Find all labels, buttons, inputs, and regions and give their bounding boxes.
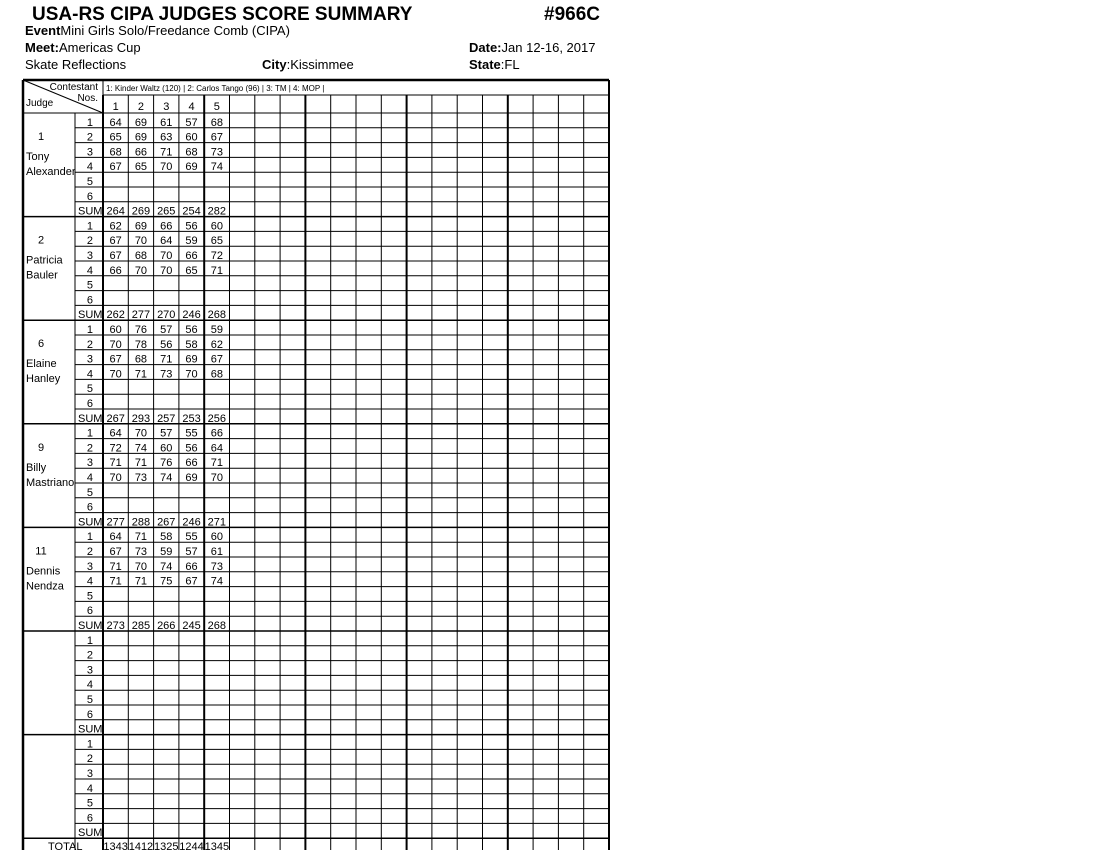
score-cell: 70 bbox=[134, 264, 148, 277]
sum-label: SUM bbox=[78, 309, 103, 322]
sum-cell: 267 bbox=[106, 412, 125, 425]
contestant-number: 2 bbox=[137, 101, 145, 113]
judge-first-name: Dennis bbox=[26, 565, 61, 578]
score-cell: 59 bbox=[185, 235, 198, 248]
judge-first-name: Patricia bbox=[26, 254, 63, 267]
score-cell: 64 bbox=[109, 531, 122, 544]
score-cell: 67 bbox=[185, 575, 198, 588]
score-cell: 71 bbox=[134, 531, 148, 544]
sum-label: SUM bbox=[78, 205, 103, 218]
score-cell: 74 bbox=[160, 560, 173, 573]
sum-cell: 282 bbox=[207, 205, 227, 218]
row-number: 1 bbox=[86, 531, 93, 544]
total-cell: 1325 bbox=[154, 841, 179, 850]
row-number: 6 bbox=[86, 398, 93, 410]
row-number: 6 bbox=[86, 812, 93, 825]
sum-cell: 268 bbox=[207, 620, 227, 632]
score-cell: 60 bbox=[210, 531, 223, 544]
row-number: 2 bbox=[86, 546, 93, 558]
score-cell: 60 bbox=[160, 442, 173, 455]
score-cell: 67 bbox=[109, 546, 122, 558]
score-cell: 70 bbox=[160, 161, 173, 174]
judge-last-name: Mastriano bbox=[26, 476, 75, 489]
row-number: 6 bbox=[86, 294, 93, 307]
score-cell: 58 bbox=[160, 531, 173, 544]
score-cell: 71 bbox=[109, 560, 122, 573]
score-cell: 71 bbox=[134, 575, 148, 588]
row-number: 5 bbox=[86, 694, 93, 706]
sum-cell: 262 bbox=[106, 309, 125, 322]
sum-cell: 253 bbox=[182, 412, 201, 425]
score-cell: 59 bbox=[210, 324, 223, 336]
score-cell: 75 bbox=[160, 575, 173, 588]
score-cell: 78 bbox=[134, 338, 148, 351]
date-label: Date: bbox=[469, 40, 502, 55]
contestant-number: 1 bbox=[112, 101, 119, 113]
judge-label: Judge bbox=[26, 98, 54, 109]
score-cell: 70 bbox=[109, 338, 122, 351]
score-cell: 70 bbox=[109, 368, 122, 381]
state-value: FL bbox=[504, 57, 520, 72]
event-number: #966C bbox=[544, 4, 600, 25]
score-cell: 71 bbox=[210, 457, 223, 470]
score-cell: 69 bbox=[185, 472, 198, 484]
contestant-number: 5 bbox=[213, 101, 220, 113]
score-cell: 68 bbox=[134, 353, 148, 366]
row-number: 3 bbox=[86, 664, 93, 677]
score-cell: 69 bbox=[185, 353, 198, 366]
judge-first-name: Elaine bbox=[26, 358, 57, 371]
judge-first-name: Billy bbox=[26, 461, 47, 474]
score-cell: 70 bbox=[160, 250, 173, 262]
row-number: 5 bbox=[86, 176, 93, 188]
score-cell: 69 bbox=[134, 131, 148, 144]
club-name: Skate Reflections bbox=[25, 57, 127, 72]
score-cell: 71 bbox=[109, 457, 122, 470]
score-cell: 64 bbox=[210, 442, 223, 455]
score-cell: 64 bbox=[160, 235, 173, 248]
row-number: 6 bbox=[86, 501, 93, 514]
row-number: 1 bbox=[86, 427, 93, 440]
sum-cell: 273 bbox=[106, 620, 125, 632]
row-number: 5 bbox=[86, 590, 93, 603]
score-cell: 65 bbox=[134, 161, 148, 174]
score-cell: 66 bbox=[109, 264, 122, 277]
score-cell: 69 bbox=[185, 161, 198, 174]
score-cell: 60 bbox=[109, 324, 122, 336]
state-line: State:FL bbox=[469, 57, 520, 72]
row-number: 1 bbox=[86, 220, 93, 233]
sum-label: SUM bbox=[78, 723, 103, 736]
score-cell: 57 bbox=[185, 116, 198, 129]
row-number: 1 bbox=[86, 324, 93, 336]
score-cell: 68 bbox=[210, 368, 223, 381]
score-cell: 64 bbox=[109, 427, 122, 440]
total-cell: 1343 bbox=[103, 841, 128, 850]
score-cell: 57 bbox=[185, 546, 198, 558]
sum-cell: 265 bbox=[157, 205, 176, 218]
date-value: Jan 12-16, 2017 bbox=[501, 40, 596, 55]
sum-cell: 270 bbox=[157, 309, 176, 322]
score-cell: 61 bbox=[210, 546, 223, 558]
score-cell: 76 bbox=[134, 324, 148, 336]
row-number: 2 bbox=[86, 235, 93, 248]
score-cell: 72 bbox=[109, 442, 122, 455]
score-cell: 65 bbox=[210, 235, 223, 248]
score-cell: 67 bbox=[109, 161, 122, 174]
score-cell: 71 bbox=[160, 146, 173, 159]
row-number: 3 bbox=[86, 457, 93, 470]
score-cell: 73 bbox=[210, 146, 223, 159]
total-cell: 1412 bbox=[128, 841, 154, 850]
row-number: 4 bbox=[86, 782, 93, 795]
nos-label: Nos. bbox=[77, 93, 98, 104]
row-number: 6 bbox=[86, 190, 93, 203]
state-label: State bbox=[469, 57, 501, 72]
row-number: 4 bbox=[86, 368, 93, 381]
city-label: City bbox=[262, 57, 287, 72]
sum-cell: 277 bbox=[131, 309, 151, 322]
sum-label: SUM bbox=[78, 827, 103, 840]
score-cell: 66 bbox=[185, 250, 198, 262]
judge-last-name: Nendza bbox=[26, 580, 64, 593]
row-number: 4 bbox=[86, 679, 93, 692]
score-cell: 70 bbox=[134, 560, 148, 573]
event-label: Event bbox=[25, 23, 61, 38]
judge-number: 2 bbox=[37, 234, 45, 247]
score-cell: 70 bbox=[160, 264, 173, 277]
row-number: 4 bbox=[86, 264, 93, 277]
row-number: 3 bbox=[86, 250, 93, 262]
score-cell: 66 bbox=[160, 220, 173, 233]
sum-cell: 285 bbox=[131, 620, 151, 632]
row-number: 5 bbox=[86, 486, 93, 499]
score-cell: 60 bbox=[185, 131, 198, 144]
sum-cell: 266 bbox=[157, 620, 176, 632]
score-cell: 56 bbox=[185, 324, 198, 336]
score-cell: 70 bbox=[109, 472, 122, 484]
row-number: 1 bbox=[86, 634, 93, 647]
meet-value: Americas Cup bbox=[58, 40, 141, 55]
row-number: 3 bbox=[86, 146, 93, 159]
judge-last-name: Bauler bbox=[26, 269, 58, 282]
city-value: Kissimmee bbox=[290, 57, 354, 72]
score-cell: 74 bbox=[134, 442, 148, 455]
score-cell: 67 bbox=[109, 353, 122, 366]
sum-cell: 267 bbox=[157, 516, 176, 529]
score-cell: 66 bbox=[134, 146, 148, 159]
score-cell: 56 bbox=[185, 442, 198, 455]
score-cell: 67 bbox=[109, 250, 122, 262]
score-cell: 61 bbox=[160, 116, 173, 129]
total-label: TOTAL bbox=[48, 841, 83, 850]
judge-last-name: Hanley bbox=[26, 373, 61, 386]
sum-cell: 268 bbox=[207, 309, 227, 322]
row-number: 2 bbox=[86, 338, 93, 351]
row-number: 4 bbox=[86, 161, 93, 174]
score-cell: 57 bbox=[160, 427, 173, 440]
meet-label: Meet: bbox=[25, 40, 59, 55]
score-cell: 70 bbox=[185, 368, 198, 381]
score-cell: 62 bbox=[109, 220, 122, 233]
score-cell: 56 bbox=[185, 220, 198, 233]
row-number: 5 bbox=[86, 383, 93, 396]
contestant-number: 4 bbox=[188, 101, 195, 113]
judge-last-name: Alexander bbox=[26, 166, 76, 178]
row-number: 4 bbox=[86, 472, 93, 484]
judge-number: 6 bbox=[37, 338, 45, 351]
row-number: 5 bbox=[86, 797, 93, 810]
row-number: 2 bbox=[86, 753, 93, 766]
score-cell: 55 bbox=[185, 531, 198, 544]
row-number: 2 bbox=[86, 131, 93, 144]
score-cell: 56 bbox=[160, 338, 173, 351]
score-cell: 55 bbox=[185, 427, 198, 440]
row-number: 6 bbox=[86, 605, 93, 618]
judge-first-name: Tony bbox=[26, 151, 50, 163]
sum-label: SUM bbox=[78, 620, 103, 632]
row-number: 1 bbox=[86, 116, 93, 129]
sum-cell: 245 bbox=[182, 620, 201, 632]
row-number: 3 bbox=[86, 768, 93, 780]
score-cell: 70 bbox=[210, 472, 223, 484]
contestants-legend: 1: Kinder Waltz (120) | 2: Carlos Tango (96) | 3: TM | 4: MOP | bbox=[106, 84, 325, 93]
score-cell: 68 bbox=[185, 146, 198, 159]
judge-number: 9 bbox=[37, 441, 45, 454]
total-cell: 1345 bbox=[204, 841, 230, 850]
score-cell: 73 bbox=[160, 368, 173, 381]
row-number: 2 bbox=[86, 442, 93, 455]
event-value: Mini Girls Solo/Freedance Comb (CIPA) bbox=[60, 23, 290, 38]
score-cell: 76 bbox=[160, 457, 173, 470]
score-cell: 69 bbox=[134, 220, 148, 233]
sum-cell: 293 bbox=[131, 412, 151, 425]
score-cell: 62 bbox=[210, 338, 223, 351]
row-number: 3 bbox=[86, 353, 93, 366]
sum-cell: 246 bbox=[182, 516, 201, 529]
score-cell: 63 bbox=[160, 131, 173, 144]
row-number: 4 bbox=[86, 575, 93, 588]
score-cell: 59 bbox=[160, 546, 173, 558]
sum-cell: 271 bbox=[207, 516, 227, 529]
score-cell: 66 bbox=[185, 457, 198, 470]
score-cell: 72 bbox=[210, 250, 223, 262]
page-title: USA-RS CIPA JUDGES SCORE SUMMARY bbox=[32, 4, 413, 25]
score-cell: 68 bbox=[109, 146, 122, 159]
sum-label: SUM bbox=[78, 412, 103, 425]
sum-cell: 246 bbox=[182, 309, 201, 322]
contestant-label: Contestant bbox=[49, 82, 98, 93]
score-cell: 73 bbox=[210, 560, 223, 573]
score-cell: 67 bbox=[210, 353, 223, 366]
row-number: 3 bbox=[86, 560, 93, 573]
row-number: 6 bbox=[86, 708, 93, 721]
judge-number: 1 bbox=[37, 131, 45, 143]
score-cell: 65 bbox=[109, 131, 122, 144]
score-cell: 71 bbox=[134, 368, 148, 381]
score-cell: 57 bbox=[160, 324, 173, 336]
score-cell: 69 bbox=[134, 116, 148, 129]
score-cell: 67 bbox=[109, 235, 122, 248]
row-number: 1 bbox=[86, 738, 93, 751]
sum-cell: 256 bbox=[207, 412, 227, 425]
sum-cell: 277 bbox=[106, 516, 125, 529]
score-cell: 74 bbox=[210, 575, 223, 588]
score-cell: 71 bbox=[109, 575, 122, 588]
score-cell: 60 bbox=[210, 220, 223, 233]
city-line: City:Kissimmee bbox=[262, 57, 354, 72]
score-cell: 70 bbox=[134, 427, 148, 440]
contestant-number: 3 bbox=[163, 101, 170, 113]
score-cell: 67 bbox=[210, 131, 223, 144]
score-cell: 58 bbox=[185, 338, 198, 351]
score-cell: 70 bbox=[134, 235, 148, 248]
sum-cell: 264 bbox=[106, 205, 125, 218]
sum-cell: 257 bbox=[157, 412, 176, 425]
judge-number: 11 bbox=[35, 545, 47, 558]
score-cell: 74 bbox=[160, 472, 173, 484]
sum-cell: 288 bbox=[131, 516, 151, 529]
score-cell: 66 bbox=[210, 427, 223, 440]
score-cell: 68 bbox=[210, 116, 223, 129]
score-cell: 74 bbox=[210, 161, 223, 174]
sum-cell: 269 bbox=[131, 205, 151, 218]
score-cell: 65 bbox=[185, 264, 198, 277]
score-cell: 73 bbox=[134, 472, 148, 484]
sum-cell: 254 bbox=[182, 205, 201, 218]
score-cell: 68 bbox=[134, 250, 148, 262]
row-number: 5 bbox=[86, 279, 93, 292]
score-cell: 73 bbox=[134, 546, 148, 558]
score-cell: 71 bbox=[210, 264, 223, 277]
total-cell: 1244 bbox=[179, 841, 204, 850]
score-cell: 66 bbox=[185, 560, 198, 573]
sum-label: SUM bbox=[78, 516, 103, 529]
score-cell: 71 bbox=[134, 457, 148, 470]
score-cell: 64 bbox=[109, 116, 122, 129]
score-cell: 71 bbox=[160, 353, 173, 366]
row-number: 2 bbox=[86, 649, 93, 662]
